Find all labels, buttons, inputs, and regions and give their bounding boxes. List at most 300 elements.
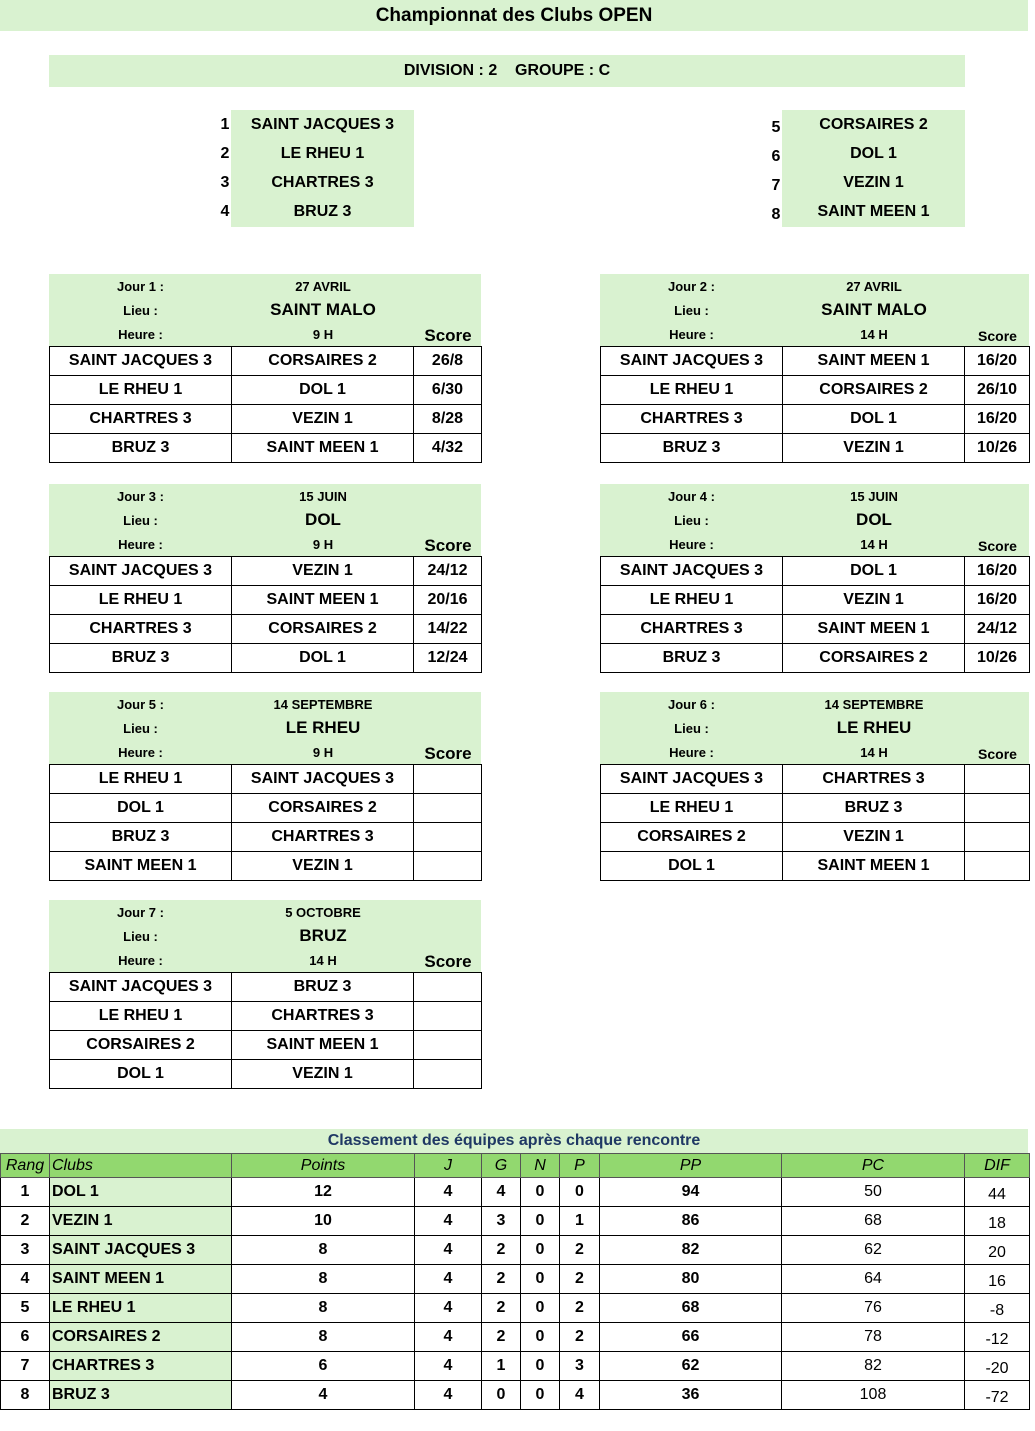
home-team: DOL 1	[50, 1060, 232, 1089]
away-team: CHARTRES 3	[783, 765, 965, 794]
home-team: SAINT JACQUES 3	[50, 557, 232, 586]
ranking-cell-p: 3	[560, 1352, 600, 1381]
heure-label: Heure :	[669, 536, 714, 552]
match-table	[600, 556, 1030, 673]
home-team: SAINT JACQUES 3	[50, 973, 232, 1002]
score-label: Score	[978, 746, 1017, 762]
ranking-cell-j: 4	[415, 1207, 482, 1236]
match-row	[50, 1002, 482, 1031]
jour-lieu: BRUZ	[299, 926, 347, 945]
home-team: CORSAIRES 2	[601, 823, 783, 852]
away-team: DOL 1	[783, 405, 965, 434]
jour-lieu: DOL	[305, 510, 341, 529]
match-score	[965, 794, 1030, 823]
ranking-cell-rang: 2	[1, 1207, 50, 1236]
ranking-row	[1, 1207, 1030, 1236]
jour-lieu: LE RHEU	[285, 718, 361, 737]
match-day-block	[600, 484, 1029, 673]
away-team: BRUZ 3	[232, 973, 414, 1002]
heure-label: Heure :	[118, 326, 163, 342]
ranking-cell-points: 10	[232, 1207, 415, 1236]
match-row	[50, 434, 482, 463]
ranking-cell-club: SAINT JACQUES 3	[50, 1236, 232, 1265]
jour-label: Jour 4 :	[668, 488, 715, 504]
ranking-cell-j: 4	[415, 1265, 482, 1294]
match-score: 20/16	[414, 586, 482, 615]
match-row	[601, 557, 1030, 586]
jour-label: Jour 1 :	[117, 278, 164, 294]
heure-label: Heure :	[669, 744, 714, 760]
lieu-label: Lieu :	[123, 928, 158, 944]
col-header-rang: Rang	[1, 1154, 50, 1178]
match-row	[50, 973, 482, 1002]
col-header-pp: PP	[600, 1154, 782, 1178]
ranking-cell-j: 4	[415, 1352, 482, 1381]
match-day-header	[49, 274, 481, 346]
away-team: CORSAIRES 2	[783, 644, 965, 673]
ranking-cell-rang: 8	[1, 1381, 50, 1410]
match-day-header	[600, 274, 1029, 346]
jour-heure: 14 H	[860, 744, 888, 760]
ranking-cell-points: 12	[232, 1178, 415, 1207]
away-team: CORSAIRES 2	[783, 376, 965, 405]
away-team: VEZIN 1	[783, 586, 965, 615]
match-row	[50, 765, 482, 794]
match-day-block	[600, 692, 1029, 881]
ranking-row	[1, 1352, 1030, 1381]
jour-date: 27 AVRIL	[295, 278, 351, 294]
ranking-cell-pc: 50	[782, 1178, 965, 1207]
ranking-cell-g: 2	[482, 1294, 521, 1323]
ranking-cell-g: 3	[482, 1207, 521, 1236]
match-score	[414, 765, 482, 794]
ranking-cell-rang: 1	[1, 1178, 50, 1207]
ranking-cell-n: 0	[521, 1294, 560, 1323]
home-team: BRUZ 3	[601, 434, 783, 463]
jour-heure: 9 H	[312, 326, 334, 342]
team-number: 7	[771, 176, 781, 194]
ranking-cell-pp: 82	[600, 1236, 782, 1265]
match-score	[414, 1002, 482, 1031]
match-score: 16/20	[965, 586, 1030, 615]
match-row	[601, 852, 1030, 881]
score-label: Score	[978, 328, 1017, 344]
home-team: LE RHEU 1	[50, 376, 232, 405]
match-score: 24/12	[414, 557, 482, 586]
match-day-header	[600, 692, 1029, 764]
match-day-header	[49, 484, 481, 556]
team-number: 5	[771, 118, 781, 136]
home-team: CHARTRES 3	[50, 405, 232, 434]
team-number: 3	[220, 173, 230, 191]
ranking-cell-n: 0	[521, 1207, 560, 1236]
lieu-label: Lieu :	[674, 302, 709, 318]
jour-heure: 9 H	[312, 744, 334, 760]
ranking-cell-p: 1	[560, 1207, 600, 1236]
jour-lieu: DOL	[856, 510, 892, 529]
match-row	[50, 586, 482, 615]
away-team: VEZIN 1	[783, 823, 965, 852]
away-team: CORSAIRES 2	[232, 347, 414, 376]
team-number: 6	[771, 147, 781, 165]
ranking-cell-pc: 62	[782, 1236, 965, 1265]
ranking-cell-dif: 16	[965, 1265, 1030, 1294]
ranking-cell-club: SAINT MEEN 1	[50, 1265, 232, 1294]
match-table	[49, 764, 482, 881]
ranking-row	[1, 1381, 1030, 1410]
col-header-p: P	[560, 1154, 600, 1178]
jour-heure: 9 H	[312, 536, 334, 552]
match-score: 26/8	[414, 347, 482, 376]
jour-date: 14 SEPTEMBRE	[273, 696, 373, 712]
match-score: 4/32	[414, 434, 482, 463]
away-team: CORSAIRES 2	[232, 615, 414, 644]
jour-date: 15 JUIN	[850, 488, 898, 504]
match-row	[601, 376, 1030, 405]
team-number: 1	[220, 115, 230, 133]
away-team: BRUZ 3	[783, 794, 965, 823]
match-score: 12/24	[414, 644, 482, 673]
ranking-cell-g: 1	[482, 1352, 521, 1381]
match-score	[414, 852, 482, 881]
match-score: 14/22	[414, 615, 482, 644]
heure-label: Heure :	[669, 326, 714, 342]
ranking-cell-n: 0	[521, 1323, 560, 1352]
jour-date: 27 AVRIL	[846, 278, 902, 294]
match-day-block	[49, 692, 481, 881]
home-team: BRUZ 3	[601, 644, 783, 673]
team-list-left	[0, 110, 420, 227]
ranking-cell-j: 4	[415, 1294, 482, 1323]
home-team: SAINT JACQUES 3	[601, 557, 783, 586]
home-team: CHARTRES 3	[50, 615, 232, 644]
match-score	[965, 823, 1030, 852]
ranking-cell-pp: 66	[600, 1323, 782, 1352]
ranking-table	[0, 1153, 1030, 1410]
ranking-cell-j: 4	[415, 1236, 482, 1265]
home-team: DOL 1	[50, 794, 232, 823]
ranking-cell-dif: -8	[965, 1294, 1030, 1323]
away-team: CHARTRES 3	[232, 823, 414, 852]
ranking-cell-points: 8	[232, 1236, 415, 1265]
match-row	[50, 1031, 482, 1060]
ranking-row	[1, 1294, 1030, 1323]
away-team: DOL 1	[232, 644, 414, 673]
ranking-cell-n: 0	[521, 1381, 560, 1410]
away-team: SAINT JACQUES 3	[232, 765, 414, 794]
home-team: LE RHEU 1	[50, 765, 232, 794]
ranking-cell-p: 2	[560, 1265, 600, 1294]
ranking-cell-club: VEZIN 1	[50, 1207, 232, 1236]
match-row	[601, 586, 1030, 615]
team-name: SAINT JACQUES 3	[250, 115, 395, 133]
ranking-cell-pc: 78	[782, 1323, 965, 1352]
ranking-cell-pp: 80	[600, 1265, 782, 1294]
match-row	[50, 557, 482, 586]
jour-heure: 14 H	[860, 536, 888, 552]
jour-heure: 14 H	[309, 952, 337, 968]
match-score: 26/10	[965, 376, 1030, 405]
ranking-cell-points: 4	[232, 1381, 415, 1410]
match-score	[414, 823, 482, 852]
lieu-label: Lieu :	[674, 512, 709, 528]
jour-label: Jour 2 :	[668, 278, 715, 294]
home-team: SAINT JACQUES 3	[50, 347, 232, 376]
home-team: LE RHEU 1	[601, 586, 783, 615]
ranking-cell-p: 2	[560, 1236, 600, 1265]
match-score	[414, 1031, 482, 1060]
page-title: Championnat des Clubs OPEN	[0, 0, 1028, 31]
ranking-cell-pp: 62	[600, 1352, 782, 1381]
home-team: LE RHEU 1	[50, 1002, 232, 1031]
away-team: DOL 1	[232, 376, 414, 405]
ranking-row	[1, 1265, 1030, 1294]
col-header-clubs: Clubs	[50, 1154, 232, 1178]
ranking-cell-points: 6	[232, 1352, 415, 1381]
score-label: Score	[424, 744, 472, 763]
jour-date: 5 OCTOBRE	[285, 904, 361, 920]
match-score: 16/20	[965, 557, 1030, 586]
match-score	[414, 1060, 482, 1089]
match-table	[49, 972, 482, 1089]
match-row	[50, 644, 482, 673]
match-row	[50, 376, 482, 405]
match-table	[600, 764, 1030, 881]
match-day-block	[49, 274, 481, 463]
ranking-cell-p: 4	[560, 1381, 600, 1410]
match-score	[414, 794, 482, 823]
ranking-cell-pp: 86	[600, 1207, 782, 1236]
jour-heure: 14 H	[860, 326, 888, 342]
ranking-cell-dif: -72	[965, 1381, 1030, 1410]
ranking-cell-dif: 20	[965, 1236, 1030, 1265]
col-header-j: J	[415, 1154, 482, 1178]
match-row	[50, 794, 482, 823]
match-score: 10/26	[965, 434, 1030, 463]
team-number: 8	[771, 205, 781, 223]
ranking-cell-pp: 68	[600, 1294, 782, 1323]
ranking-cell-club: BRUZ 3	[50, 1381, 232, 1410]
match-score	[965, 852, 1030, 881]
match-table	[49, 346, 482, 463]
ranking-cell-g: 4	[482, 1178, 521, 1207]
ranking-row	[1, 1236, 1030, 1265]
home-team: CHARTRES 3	[601, 615, 783, 644]
ranking-cell-j: 4	[415, 1323, 482, 1352]
match-day-block	[600, 274, 1029, 463]
away-team: VEZIN 1	[783, 434, 965, 463]
ranking-cell-pc: 108	[782, 1381, 965, 1410]
home-team: DOL 1	[601, 852, 783, 881]
ranking-row	[1, 1323, 1030, 1352]
match-row	[50, 852, 482, 881]
jour-date: 14 SEPTEMBRE	[824, 696, 924, 712]
away-team: VEZIN 1	[232, 852, 414, 881]
team-name: CHARTRES 3	[271, 173, 374, 191]
away-team: SAINT MEEN 1	[232, 586, 414, 615]
match-row	[601, 347, 1030, 376]
match-day-header	[49, 900, 481, 972]
home-team: BRUZ 3	[50, 644, 232, 673]
home-team: LE RHEU 1	[601, 794, 783, 823]
home-team: CORSAIRES 2	[50, 1031, 232, 1060]
match-row	[50, 823, 482, 852]
away-team: DOL 1	[783, 557, 965, 586]
match-day-header	[600, 484, 1029, 556]
ranking-cell-rang: 3	[1, 1236, 50, 1265]
ranking-cell-n: 0	[521, 1236, 560, 1265]
team-name: SAINT MEEN 1	[817, 202, 930, 220]
match-score: 16/20	[965, 347, 1030, 376]
jour-lieu: SAINT MALO	[270, 300, 376, 319]
away-team: SAINT MEEN 1	[232, 1031, 414, 1060]
ranking-cell-rang: 7	[1, 1352, 50, 1381]
ranking-cell-pc: 68	[782, 1207, 965, 1236]
match-row	[601, 615, 1030, 644]
jour-lieu: SAINT MALO	[821, 300, 927, 319]
team-number: 4	[220, 202, 230, 220]
match-day-block	[49, 484, 481, 673]
match-score: 6/30	[414, 376, 482, 405]
match-row	[601, 794, 1030, 823]
score-label: Score	[978, 538, 1017, 554]
jour-label: Jour 7 :	[117, 904, 164, 920]
home-team: SAINT JACQUES 3	[601, 765, 783, 794]
away-team: CHARTRES 3	[232, 1002, 414, 1031]
jour-label: Jour 3 :	[117, 488, 164, 504]
away-team: SAINT MEEN 1	[783, 615, 965, 644]
match-row	[601, 405, 1030, 434]
jour-label: Jour 5 :	[117, 696, 164, 712]
lieu-label: Lieu :	[674, 720, 709, 736]
match-day-header	[49, 692, 481, 764]
match-score: 8/28	[414, 405, 482, 434]
lieu-label: Lieu :	[123, 720, 158, 736]
match-row	[50, 1060, 482, 1089]
division-group-banner: DIVISION : 2 GROUPE : C	[49, 55, 965, 87]
ranking-cell-j: 4	[415, 1381, 482, 1410]
match-row	[601, 765, 1030, 794]
ranking-cell-g: 2	[482, 1236, 521, 1265]
ranking-cell-g: 0	[482, 1381, 521, 1410]
home-team: CHARTRES 3	[601, 405, 783, 434]
team-name: LE RHEU 1	[280, 144, 365, 162]
ranking-cell-n: 0	[521, 1265, 560, 1294]
home-team: BRUZ 3	[50, 823, 232, 852]
match-score: 10/26	[965, 644, 1030, 673]
ranking-cell-rang: 6	[1, 1323, 50, 1352]
away-team: SAINT MEEN 1	[232, 434, 414, 463]
lieu-label: Lieu :	[123, 512, 158, 528]
ranking-cell-dif: -12	[965, 1323, 1030, 1352]
ranking-cell-rang: 5	[1, 1294, 50, 1323]
team-name: CORSAIRES 2	[819, 115, 928, 133]
ranking-header-row	[1, 1154, 1030, 1178]
ranking-cell-club: DOL 1	[50, 1178, 232, 1207]
match-score	[414, 973, 482, 1002]
jour-lieu: LE RHEU	[836, 718, 912, 737]
team-name: BRUZ 3	[293, 202, 352, 220]
score-label: Score	[424, 536, 472, 555]
ranking-cell-points: 8	[232, 1294, 415, 1323]
ranking-title: Classement des équipes après chaque rencontre	[0, 1129, 1028, 1153]
match-row	[601, 434, 1030, 463]
away-team: VEZIN 1	[232, 405, 414, 434]
away-team: VEZIN 1	[232, 1060, 414, 1089]
ranking-cell-j: 4	[415, 1178, 482, 1207]
heure-label: Heure :	[118, 952, 163, 968]
team-name: VEZIN 1	[843, 173, 904, 191]
team-box	[231, 110, 414, 227]
ranking-cell-pp: 36	[600, 1381, 782, 1410]
away-team: CORSAIRES 2	[232, 794, 414, 823]
ranking-cell-dif: 18	[965, 1207, 1030, 1236]
ranking-cell-pp: 94	[600, 1178, 782, 1207]
away-team: SAINT MEEN 1	[783, 852, 965, 881]
team-box	[782, 110, 965, 227]
lieu-label: Lieu :	[123, 302, 158, 318]
ranking-cell-club: CORSAIRES 2	[50, 1323, 232, 1352]
match-table	[600, 346, 1030, 463]
match-row	[50, 615, 482, 644]
ranking-cell-points: 8	[232, 1265, 415, 1294]
match-row	[601, 644, 1030, 673]
col-header-pc: PC	[782, 1154, 965, 1178]
match-day-block	[49, 900, 481, 1089]
ranking-cell-pc: 76	[782, 1294, 965, 1323]
col-header-points: Points	[232, 1154, 415, 1178]
ranking-cell-n: 0	[521, 1178, 560, 1207]
team-name: DOL 1	[850, 144, 897, 162]
ranking-cell-club: CHARTRES 3	[50, 1352, 232, 1381]
match-score	[965, 765, 1030, 794]
away-team: SAINT MEEN 1	[783, 347, 965, 376]
ranking-cell-dif: 44	[965, 1178, 1030, 1207]
heure-label: Heure :	[118, 744, 163, 760]
home-team: LE RHEU 1	[50, 586, 232, 615]
ranking-cell-pc: 64	[782, 1265, 965, 1294]
home-team: SAINT JACQUES 3	[601, 347, 783, 376]
away-team: VEZIN 1	[232, 557, 414, 586]
match-row	[601, 823, 1030, 852]
jour-date: 15 JUIN	[299, 488, 347, 504]
match-score: 16/20	[965, 405, 1030, 434]
jour-label: Jour 6 :	[668, 696, 715, 712]
score-label: Score	[424, 952, 472, 971]
match-score: 24/12	[965, 615, 1030, 644]
ranking-cell-dif: -20	[965, 1352, 1030, 1381]
ranking-cell-g: 2	[482, 1265, 521, 1294]
ranking-cell-n: 0	[521, 1352, 560, 1381]
ranking-cell-p: 0	[560, 1178, 600, 1207]
heure-label: Heure :	[118, 536, 163, 552]
match-row	[50, 347, 482, 376]
home-team: BRUZ 3	[50, 434, 232, 463]
team-list-right	[760, 110, 970, 230]
col-header-n: N	[521, 1154, 560, 1178]
ranking-cell-p: 2	[560, 1323, 600, 1352]
col-header-dif: DIF	[965, 1154, 1030, 1178]
home-team: LE RHEU 1	[601, 376, 783, 405]
col-header-g: G	[482, 1154, 521, 1178]
ranking-cell-rang: 4	[1, 1265, 50, 1294]
ranking-cell-pc: 82	[782, 1352, 965, 1381]
match-row	[50, 405, 482, 434]
ranking-cell-club: LE RHEU 1	[50, 1294, 232, 1323]
ranking-cell-g: 2	[482, 1323, 521, 1352]
match-table	[49, 556, 482, 673]
ranking-row	[1, 1178, 1030, 1207]
